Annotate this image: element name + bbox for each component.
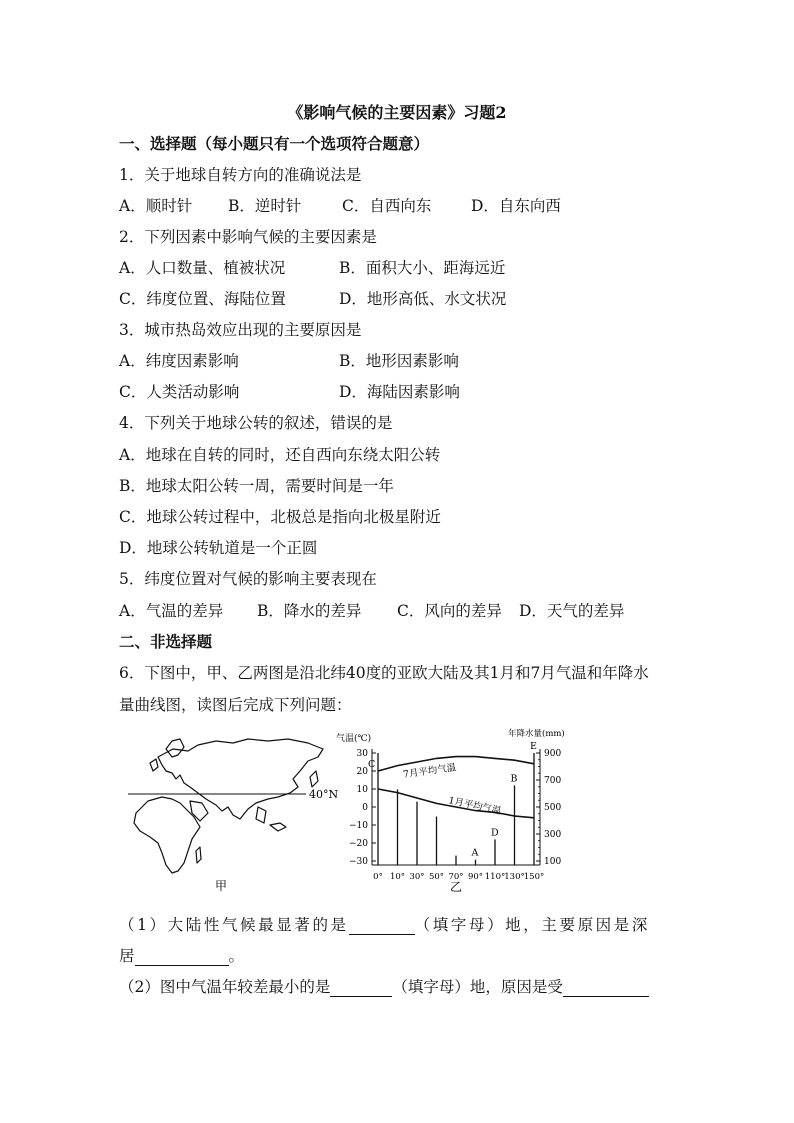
y-tick-label: −20 — [349, 839, 368, 849]
point-label-e: E — [530, 741, 537, 752]
series-label-july: 7月平均气温 — [402, 762, 457, 781]
latitude-40n-label: 40°N — [309, 788, 339, 801]
indochina-coastline — [256, 807, 266, 823]
question-6-sub2-line — [119, 977, 649, 997]
question-4-stem: 4．下列关于地球公转的叙述，错误的是 — [119, 414, 393, 432]
q6-sub1-text-b: （填字母）地，主要原因是深 — [414, 916, 650, 934]
x-tick-label: 50° — [428, 872, 445, 882]
point-label-c: C — [368, 759, 376, 770]
question-6-sub1-line2 — [119, 946, 244, 966]
q4-option-d: D．地球公转轨道是一个正圆 — [119, 539, 318, 557]
japan-coastline — [310, 771, 318, 787]
q6-sub1-end: 。 — [228, 947, 245, 965]
q1-option-b: B．逆时针 — [228, 197, 302, 215]
q3-option-b: B．地形因素影响 — [339, 352, 459, 370]
climate-chart — [336, 728, 565, 894]
question-6-figure — [128, 727, 565, 895]
africa-coastline — [134, 797, 200, 873]
q1-option-a: A．顺时针 — [119, 197, 193, 215]
question-1-stem: 1．关于地球自转方向的准确说法是 — [119, 166, 362, 184]
map-label-jia: 甲 — [215, 879, 228, 893]
q6-sub2-blank-letter[interactable] — [330, 980, 392, 997]
q6-sub2-blank-reason[interactable] — [563, 980, 649, 997]
series-label-january: 1月平均气温 — [447, 795, 503, 818]
q2-option-b: B．面积大小、距海远近 — [339, 259, 506, 277]
question-6-sub1-line1 — [119, 915, 650, 935]
q4-option-a: A．地球在自转的同时，还自西向东绕太阳公转 — [119, 446, 441, 464]
x-tick-label: 30° — [409, 872, 425, 882]
q2-option-d: D．地形高低、水文状况 — [339, 290, 507, 308]
y2-tick-label: 300 — [544, 830, 562, 840]
y-tick-label: −10 — [349, 821, 368, 831]
y2-axis-title: 年降水量(mm) — [508, 729, 565, 739]
x-tick-label: 10° — [389, 872, 406, 882]
q4-option-b: B．地球太阳公转一周，需要时间是一年 — [119, 477, 394, 495]
q3-option-a: A．纬度因素影响 — [119, 352, 239, 370]
q6-sub2-text-a: （2）图中气温年较差最小的是 — [119, 978, 331, 996]
point-label-d: D — [491, 827, 499, 839]
x-tick-label: 0° — [373, 872, 383, 882]
q6-sub1-blank-reason[interactable] — [135, 949, 229, 966]
x-tick-label: 90° — [467, 872, 484, 882]
y-tick-label: 30 — [356, 749, 368, 759]
question-5-stem: 5．纬度位置对气候的影响主要表现在 — [119, 570, 377, 588]
britain-coastline — [150, 759, 158, 771]
q1-option-c: C．自西向东 — [342, 197, 432, 215]
q3-option-d: D．海陆因素影响 — [339, 383, 460, 401]
eurasia-coastline — [158, 739, 323, 819]
q2-option-c: C．纬度位置、海陆位置 — [119, 290, 286, 308]
southeast-islands — [270, 823, 286, 831]
point-label-a: A — [471, 847, 479, 859]
x-tick-label: 150° — [523, 872, 545, 882]
x-tick-label: 110° — [484, 872, 506, 882]
q5-option-a: A．气温的差异 — [119, 602, 224, 620]
eurasia-africa-map — [134, 739, 323, 873]
section-heading-non-choice: 二、非选择题 — [119, 632, 213, 651]
q6-sub1-text-a: （1）大陆性气候最显著的是 — [119, 916, 349, 934]
q4-option-c: C．地球公转过程中，北极总是指向北极星附近 — [119, 508, 441, 526]
y-tick-label: 20 — [356, 767, 368, 777]
y-tick-label: 10 — [356, 785, 368, 795]
y-tick-label: 0 — [362, 803, 368, 813]
point-label-b: B — [510, 773, 518, 785]
q6-sub2-text-b: （填字母）地，原因是受 — [392, 978, 563, 996]
question-6-stem-line2: 量曲线图，读图后完成下列问题： — [119, 696, 352, 714]
arabia-coastline — [190, 801, 208, 821]
x-tick-label: 70° — [448, 872, 464, 882]
question-2-stem: 2．下列因素中影响气候的主要因素是 — [119, 228, 377, 246]
q5-option-c: C．风向的差异 — [397, 602, 502, 620]
q1-option-d: D．自东向西 — [471, 197, 561, 215]
y-tick-label: −30 — [349, 857, 368, 867]
q3-option-c: C．人类活动影响 — [119, 383, 240, 401]
y2-tick-label: 700 — [544, 776, 562, 786]
page-title: 《影响气候的主要因素》习题2 — [287, 103, 507, 122]
scandinavia-coastline — [166, 739, 184, 757]
y2-tick-label: 500 — [544, 803, 562, 813]
madagascar-coastline — [196, 847, 201, 863]
q5-option-d: D．天气的差异 — [519, 602, 625, 620]
q6-sub1-text-c: 居 — [119, 947, 135, 965]
question-3-stem: 3．城市热岛效应出现的主要原因是 — [119, 321, 362, 339]
question-6-stem-line1: 6．下图中，甲、乙两图是沿北纬40度的亚欧大陆及其1月和7月气温和年降水 — [119, 664, 649, 682]
y2-tick-label: 100 — [544, 857, 562, 867]
section-heading-choice: 一、选择题（每小题只有一个选项符合题意） — [119, 134, 430, 153]
x-axis-title: 乙 — [450, 880, 463, 894]
q2-option-a: A．人口数量、植被状况 — [119, 259, 286, 277]
q5-option-b: B．降水的差异 — [257, 602, 362, 620]
y2-tick-label: 900 — [544, 749, 562, 759]
q6-sub1-blank-letter[interactable] — [349, 918, 415, 935]
y-axis-title: 气温(℃) — [336, 734, 372, 744]
x-tick-label: 130° — [504, 872, 525, 882]
